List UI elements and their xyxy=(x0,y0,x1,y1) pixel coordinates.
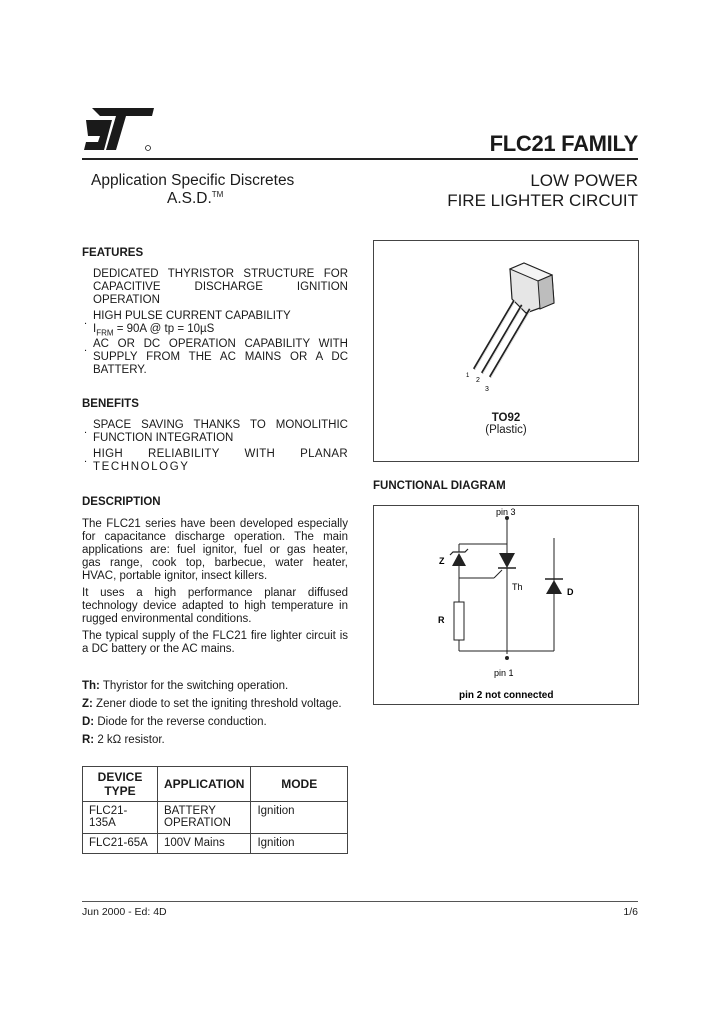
asd-line2 xyxy=(167,190,223,208)
description-line: for capacitance discharge operation. The main xyxy=(82,531,348,543)
current-value: = 90A @ tp = 10µS xyxy=(113,323,215,335)
bullet-mark: . xyxy=(84,424,88,436)
pin2-note: pin 2 not connected xyxy=(459,690,554,701)
benefit-item-1 xyxy=(93,419,348,445)
feature-item-3 xyxy=(93,338,348,377)
feature-line xyxy=(93,323,348,339)
feature-line: OPERATION xyxy=(93,294,160,306)
description-line: gas range, cook top, barbecue, water heater, xyxy=(82,557,348,569)
package-name: TO92 xyxy=(491,412,521,424)
diode-label: D xyxy=(567,587,574,597)
cell-device: FLC21-135A xyxy=(83,802,158,834)
footer-page: 1/6 xyxy=(623,906,638,918)
pin-label: 3 xyxy=(485,386,489,393)
pin-label: 1 xyxy=(466,373,470,379)
subtitle-line2: FIRE LIGHTER CIRCUIT xyxy=(447,191,638,210)
device-table xyxy=(82,766,348,854)
feature-line: SUPPLY FROM THE AC MAINS OR A DC xyxy=(93,351,348,363)
pin-label: 2 xyxy=(476,377,480,384)
feature-line: AC OR DC OPERATION CAPABILITY WITH xyxy=(93,338,348,350)
legend-item-r xyxy=(82,731,362,749)
footer-rule xyxy=(82,901,638,902)
feature-line: BATTERY. xyxy=(93,364,147,376)
legend-item-z xyxy=(82,695,362,713)
benefit-item-2 xyxy=(93,448,348,474)
cell-mode: Ignition xyxy=(251,834,348,854)
resistor-label: R xyxy=(438,615,445,625)
subtitle-line1: LOW POWER xyxy=(530,171,638,190)
description-line: applications are: fuel ignitor, fuel or gas heater, xyxy=(82,544,348,556)
current-subscript: FRM xyxy=(96,328,114,338)
legend-item-th xyxy=(82,677,362,695)
table-header-row xyxy=(83,767,348,802)
description-line: HVAC, portable ignitor, insect killers. xyxy=(82,570,268,582)
footer-date: Jun 2000 - Ed: 4D xyxy=(82,906,167,918)
col-application: APPLICATION xyxy=(158,767,251,802)
functional-diagram-box xyxy=(373,505,639,705)
st-logo xyxy=(82,106,158,152)
legend-text: 2 kΩ resistor. xyxy=(94,734,165,746)
header-rule xyxy=(82,158,638,160)
feature-line: CAPACITIVE DISCHARGE IGNITION xyxy=(93,281,348,293)
pin3-label: pin 3 xyxy=(496,507,516,517)
pin1-label: pin 1 xyxy=(494,668,514,678)
legend-text: Thyristor for the switching operation. xyxy=(99,680,289,692)
description-para-3 xyxy=(82,630,348,656)
functional-diagram-heading: FUNCTIONAL DIAGRAM xyxy=(373,480,506,492)
legend-text: Diode for the reverse conduction. xyxy=(94,716,267,728)
bullet-mark: . xyxy=(84,315,88,327)
description-line: The FLC21 series have been developed especially xyxy=(82,518,348,530)
legend-item-d xyxy=(82,713,362,731)
table-row xyxy=(83,834,348,854)
cell-application: 100V Mains xyxy=(158,834,251,854)
trademark: TM xyxy=(211,190,224,199)
legend-list xyxy=(82,677,362,749)
feature-line: HIGH PULSE CURRENT CAPABILITY xyxy=(93,310,291,322)
description-line: The typical supply of the FLC21 fire lighter circuit is xyxy=(82,630,348,642)
description-line: technology device adapted to high temperature in xyxy=(82,600,348,612)
table-row xyxy=(83,802,348,834)
current-symbol: I xyxy=(93,323,97,335)
description-line: rugged environmental conditions. xyxy=(82,613,252,625)
asd-text: A.S.D. xyxy=(167,190,212,208)
feature-item-2 xyxy=(93,310,348,339)
cell-mode: Ignition xyxy=(251,802,348,834)
benefit-line: FUNCTION INTEGRATION xyxy=(93,432,234,444)
to92-package-drawing xyxy=(374,241,638,411)
asd-line1: Application Specific Discretes xyxy=(91,172,295,189)
bullet-mark: . xyxy=(84,453,88,465)
legend-key: R: xyxy=(82,734,95,746)
cell-device: FLC21-65A xyxy=(83,834,158,854)
col-mode: MODE xyxy=(251,767,348,802)
description-para-2 xyxy=(82,587,348,626)
benefit-line: HIGH RELIABILITY WITH PLANAR xyxy=(93,448,348,460)
col-device-type: DEVICE TYPE xyxy=(83,767,158,802)
features-heading: FEATURES xyxy=(82,247,144,259)
document-title: FLC21 FAMILY xyxy=(489,131,638,156)
benefit-line: TECHNOLOGY xyxy=(93,461,190,473)
description-line: It uses a high performance planar diffused xyxy=(82,587,348,599)
bullet-mark: . xyxy=(84,342,88,354)
package-type: (Plastic) xyxy=(485,424,527,436)
legend-text: Zener diode to set the igniting threshold voltage. xyxy=(92,698,342,710)
package-box xyxy=(373,240,639,462)
legend-key: D: xyxy=(82,716,95,728)
cell-application: BATTERY OPERATION xyxy=(158,802,251,834)
description-heading: DESCRIPTION xyxy=(82,496,161,508)
circuit-schematic xyxy=(374,506,638,704)
feature-line: DEDICATED THYRISTOR STRUCTURE FOR xyxy=(93,268,348,280)
description-line: a DC battery or the AC mains. xyxy=(82,643,235,655)
feature-item-1 xyxy=(93,268,348,307)
legend-key: Z: xyxy=(82,698,93,710)
description-para-1 xyxy=(82,518,348,583)
thyristor-label: Th xyxy=(512,582,523,592)
benefit-line: SPACE SAVING THANKS TO MONOLITHIC xyxy=(93,419,348,431)
zener-label: Z xyxy=(439,556,445,566)
legend-key: Th: xyxy=(82,680,100,692)
benefits-heading: BENEFITS xyxy=(82,398,139,410)
